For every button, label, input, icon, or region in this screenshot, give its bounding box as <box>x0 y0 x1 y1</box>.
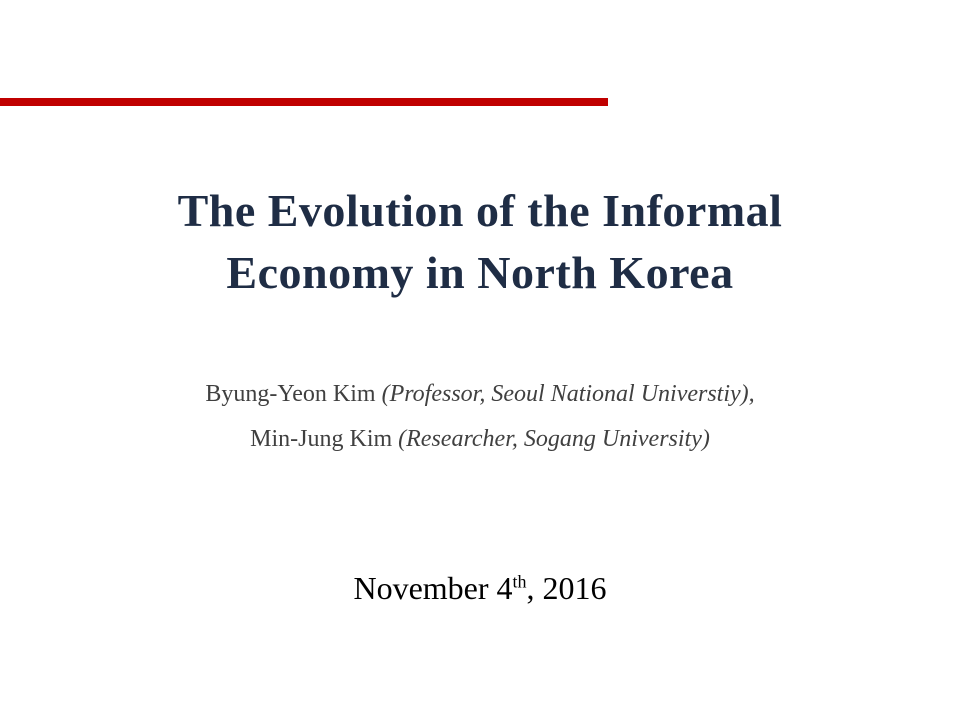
author-role: (Professor, Seoul National Universtiy), <box>381 381 755 407</box>
author-role: (Researcher, Sogang University) <box>398 426 710 452</box>
author-name: Byung-Yeon Kim <box>205 381 376 407</box>
authors-block <box>0 372 960 462</box>
slide-title <box>0 180 960 304</box>
date-year: , 2016 <box>526 570 607 606</box>
title-line-2: Economy in North Korea <box>226 247 734 298</box>
accent-bar <box>0 98 608 106</box>
date-ordinal-suffix: th <box>512 571 527 592</box>
author-line-2 <box>0 417 960 462</box>
presentation-date <box>0 566 960 610</box>
title-line-1: The Evolution of the Informal <box>177 185 783 236</box>
author-line-1 <box>0 372 960 417</box>
author-name: Min-Jung Kim <box>250 426 393 452</box>
date-text: November 4 <box>353 570 513 606</box>
